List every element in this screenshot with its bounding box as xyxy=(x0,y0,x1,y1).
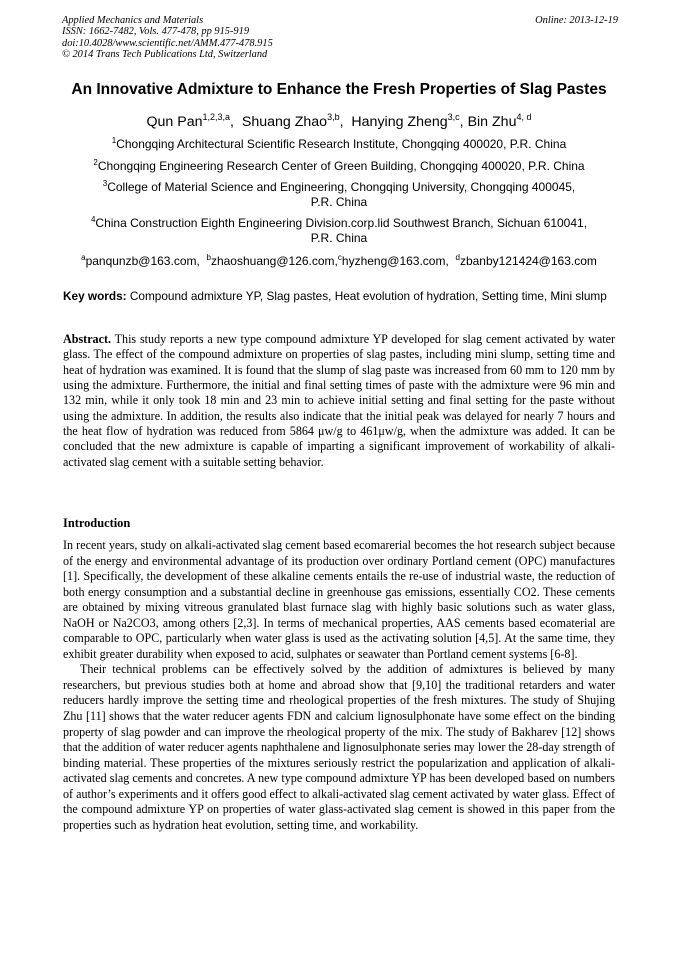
email-sup: a xyxy=(81,253,86,262)
affiliation-sup: 1 xyxy=(111,136,117,145)
copyright-line: © 2014 Trans Tech Publications Ltd, Switzerland xyxy=(62,49,268,61)
affiliation-3 xyxy=(30,180,648,210)
affiliation-sup: 2 xyxy=(93,158,98,167)
paragraph: In recent years, study on alkali-activated slag cement based ecomarerial becomes the hot research subject because of the energy and environmental advantage of its production over ordinary Portland cement (OPC) manufactures [1]. Specifically, the development of these alkaline cements entails the re-use of industrial waste, the reduction of both energy consumption and a substantial decline in greenhouse gas emissions, essentially CO2. These cements are obtained by mixing vitreous granulated blast furnace slag with highly basic solutions such as water glass, NaOH or Na2CO3, among others [2,3]. In terms of mechanical properties, AAS cements based ecomaterial are comparable to OPC, particularly when water glass is used as the activating solution [4,5]. At the same time, they exhibit greater durability when exposed to acid, sulphates or seawater than Portland cement systems [6-8]. xyxy=(63,538,615,661)
email-address[interactable]: hyzheng@163.com, xyxy=(341,254,453,268)
affiliation-text: China Construction Eighth Engineering Division.corp.lid Southwest Branch, Sichuan 610041, xyxy=(95,216,588,230)
author-name: Bin Zhu xyxy=(467,114,517,130)
author-separator: , xyxy=(339,114,352,130)
keywords-label: Key words: xyxy=(63,289,127,303)
abstract xyxy=(63,332,615,470)
affiliation-text-continued: P.R. China xyxy=(310,231,368,245)
email-address[interactable]: panqunzb@163.com, xyxy=(85,254,204,268)
affiliation-2 xyxy=(30,159,648,174)
affiliation-text: Chongqing Architectural Scientific Research Institute, Chongqing 400020, P.R. China xyxy=(116,137,567,151)
journal-name: Applied Mechanics and Materials xyxy=(62,15,204,26)
author xyxy=(351,114,467,130)
author-sup: 1,2,3,a xyxy=(202,112,231,122)
paper-title: An Innovative Admixture to Enhance the Fresh Properties of Slag Pastes xyxy=(71,81,607,98)
author-emails xyxy=(30,254,648,269)
doi-line: doi:10.4028/www.scientific.net/AMM.477-478.915 xyxy=(62,37,273,49)
author-list xyxy=(30,113,648,132)
email-address[interactable]: zhaoshuang@126.com, xyxy=(210,254,338,268)
affiliation-sup: 4 xyxy=(90,215,96,224)
author-separator: , xyxy=(459,114,468,130)
affiliation-1 xyxy=(30,137,648,152)
author xyxy=(147,114,242,130)
affiliation-text: Chongqing Engineering Research Center of Green Building, Chongqing 400020, P.R. China xyxy=(97,159,585,173)
affiliation-4 xyxy=(30,216,648,246)
affiliation-text: College of Material Science and Engineering, Chongqing University, Chongqing 400045, xyxy=(107,180,576,194)
author xyxy=(468,114,532,130)
issn-line: ISSN: 1662-7482, Vols. 477-478, pp 915-919 xyxy=(62,26,250,38)
abstract-label: Abstract. xyxy=(63,332,112,346)
keywords-text: Compound admixture YP, Slag pastes, Heat evolution of hydration, Setting time, Mini slump xyxy=(126,289,607,303)
email-address[interactable]: zbanby121424@163.com xyxy=(459,254,597,268)
author xyxy=(242,114,352,130)
section-heading-introduction: Introduction xyxy=(63,516,131,530)
introduction-body xyxy=(63,538,615,833)
online-date: Online: 2013-12-19 xyxy=(535,15,618,26)
abstract-text: This study reports a new type compound admixture YP developed for slag cement activated by water glass. The effect of the compound admixture on properties of slag pastes, including mini slump, setting time and heat of hydration was examined. It is found that the slump of slag paste was increased from 60 mm to 120 mm by using the admixture. Furthermore, the initial and final setting times of paste with the admixture were 96 min and 132 min, while it only took 18 min and 23 min to achieve initial setting and final setting for the paste without using the admixture. In addition, the results also indicate that the initial peak was delayed for nearly 7 hours and the heat flow of hydration was reduced from 5864 μw/g to 461μw/g, when the admixture was added. It can be concluded that the new admixture is capable of imparting a significant improvement of workability of alkali-activated slag cement with a suitable setting behavior. xyxy=(63,332,615,469)
author-sup: 3,c xyxy=(447,112,460,122)
author-name: Hanying Zheng xyxy=(351,114,448,130)
journal-header xyxy=(62,15,618,61)
author-sup: 3,b xyxy=(327,112,340,122)
author-name: Shuang Zhao xyxy=(241,114,328,130)
email-sup: b xyxy=(206,253,211,262)
author-separator: , xyxy=(230,114,242,130)
keywords xyxy=(63,289,615,304)
paragraph: Their technical problems can be effectively solved by the addition of admixtures is believed by many researchers, but previous studies both at home and abroad show that [9,10] the traditional retarders and water reducers hardly improve the setting time and rheological properties of the fresh mixtures. The study of Shujing Zhu [11] shows that the water reducer agents FDN and calcium lignosulphonate have some effect on the binding property of slag powder and can improve the rheological property of the mix. The study of Bakharev [12] shows that the addition of water reducer agents naphthalene and lignosulphonate series may lower the 28-day strength of binding material. These properties of the mixtures seriously restrict the popularization and application of alkali-activated slag cements and concretes. A new type compound admixture YP has been developed based on numbers of author’s experiments and it offers good effect to alkali-activated slag cement activated by water glass. Effect of the compound admixture YP on properties of water glass-activated slag cement is showed in this paper from the properties such as hydration heat evolution, setting time, and workability. xyxy=(63,662,615,832)
affiliation-text-continued: P.R. China xyxy=(310,195,368,209)
email-sup: d xyxy=(455,253,460,262)
affiliation-sup: 3 xyxy=(102,179,108,188)
email-sup: c xyxy=(337,253,342,262)
author-name: Qun Pan xyxy=(146,114,203,130)
author-sup: 4, d xyxy=(516,112,532,122)
